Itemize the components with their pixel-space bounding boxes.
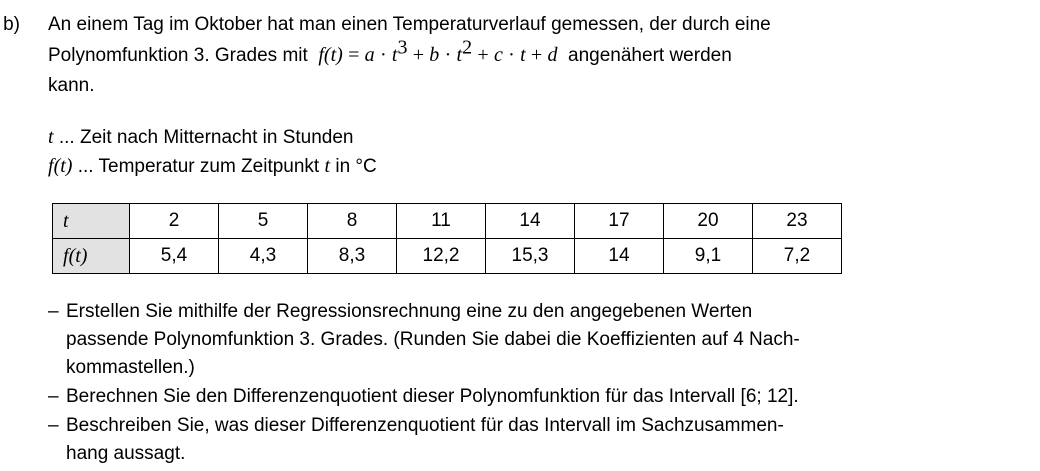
list-item <box>48 383 960 411</box>
table-cell-t-2: 8 <box>308 204 397 239</box>
bullet-1-line-1: Erstellen Sie mithilfe der Regressionsrechnung eine zu den angegebenen Werten <box>66 301 753 322</box>
table-rowhead-ft <box>53 239 130 274</box>
dash-bullet-icon: – <box>48 415 59 436</box>
bullet-2-line-1: Berechnen Sie den Differenzenquotient dieser Polynomfunktion für das Intervall [6; 12]. <box>66 386 799 407</box>
legend-t-symbol: t <box>48 126 54 148</box>
dash-bullet-icon: – <box>48 386 59 407</box>
formula-t-2: t <box>456 44 463 66</box>
formula-plus-3: + <box>530 44 543 66</box>
list-item-text <box>66 298 866 382</box>
list-item-text <box>66 383 866 411</box>
intro-line-2-pre: Polynomfunktion 3. Grades mit <box>48 45 308 66</box>
list-item <box>48 412 960 468</box>
bullet-3-line-2: hang aussagt. <box>66 443 186 464</box>
intro-line-2-post: angenähert werden <box>568 45 732 66</box>
formula-exp-2: 2 <box>462 36 473 59</box>
table-cell-t-7: 23 <box>753 204 842 239</box>
legend-ft-inline-t: t <box>324 155 331 177</box>
table-rowhead-t <box>53 204 130 239</box>
legend-ft-text-post: in °C <box>335 156 377 177</box>
task-label: b) <box>3 14 20 35</box>
formula-exp-3: 3 <box>397 36 408 59</box>
bullet-1-line-2: passende Polynomfunktion 3. Grades. (Runden Sie dabei die Koeffizienten auf 4 Nach- <box>66 329 800 350</box>
formula-t-3: t <box>520 44 526 66</box>
legend-line-ft <box>48 152 960 181</box>
formula-dot-2: · <box>444 44 452 66</box>
formula-dot-3: · <box>508 44 515 66</box>
table-cell-t-1: 5 <box>219 204 308 239</box>
formula-f-arg: (t) <box>323 44 343 66</box>
legend-t-text: ... Zeit nach Mitternacht in Stunden <box>58 127 354 148</box>
variable-legend <box>48 123 960 181</box>
bullet-3-line-1: Beschreiben Sie, was dieser Differenzenquotient für das Intervall im Sachzusammen- <box>66 415 784 436</box>
task-block <box>0 10 1040 469</box>
list-item <box>48 298 960 382</box>
formula-d: d <box>547 44 558 66</box>
polynomial-formula <box>313 36 563 66</box>
table-cell-ft-3: 12,2 <box>397 239 486 274</box>
intro-line-3: kann. <box>48 75 95 96</box>
table-cell-t-5: 17 <box>575 204 664 239</box>
table-cell-t-4: 14 <box>486 204 575 239</box>
legend-ft-arg: (t) <box>53 155 73 177</box>
table-cell-ft-0: 5,4 <box>130 239 219 274</box>
task-intro-paragraph <box>48 10 878 101</box>
table-rowhead-t-symbol: t <box>63 209 69 232</box>
formula-dot-1: · <box>379 44 387 66</box>
table-cell-ft-1: 4,3 <box>219 239 308 274</box>
formula-c: c <box>493 44 503 66</box>
table-cell-ft-5: 14 <box>575 239 664 274</box>
legend-line-t <box>48 123 960 152</box>
table-rowhead-ft-symbol: f <box>63 244 69 267</box>
formula-a: a <box>364 44 375 66</box>
formula-plus-2: + <box>477 44 489 66</box>
dash-bullet-icon: – <box>48 301 59 322</box>
table-cell-t-6: 20 <box>664 204 753 239</box>
table-row-t <box>53 204 842 239</box>
table-cell-t-3: 11 <box>397 204 486 239</box>
formula-plus-1: + <box>412 44 425 66</box>
table-rowhead-ft-arg: (t) <box>68 244 88 267</box>
value-table <box>52 203 842 274</box>
intro-line-1: An einem Tag im Oktober hat man einen Temperaturverlauf gemessen, der durch eine <box>48 14 771 35</box>
formula-b: b <box>429 44 440 66</box>
table-cell-t-0: 2 <box>130 204 219 239</box>
task-body <box>48 10 1040 469</box>
list-item-text <box>66 412 866 468</box>
instruction-list <box>48 298 960 468</box>
legend-ft-symbol: f <box>48 155 54 177</box>
table-cell-ft-6: 9,1 <box>664 239 753 274</box>
formula-f: f <box>318 44 324 66</box>
value-table-wrapper <box>52 203 960 274</box>
legend-ft-text-pre: ... Temperatur zum Zeitpunkt <box>77 156 320 177</box>
table-cell-ft-2: 8,3 <box>308 239 397 274</box>
table-cell-ft-7: 7,2 <box>753 239 842 274</box>
bullet-1-line-3: kommastellen.) <box>66 357 195 378</box>
table-cell-ft-4: 15,3 <box>486 239 575 274</box>
table-row-ft <box>53 239 842 274</box>
formula-equals: = <box>348 44 360 66</box>
formula-t-1: t <box>391 44 398 66</box>
